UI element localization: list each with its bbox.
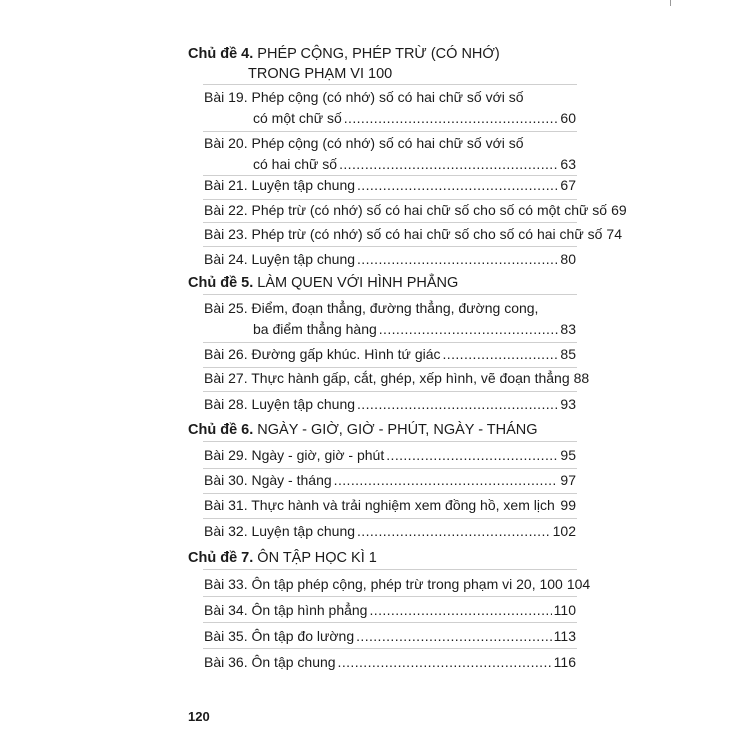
lesson-title: Thực hành gấp, cắt, ghép, xếp hình, vẽ đoạn thẳng: [251, 370, 570, 386]
toc-entry[interactable]: [204, 574, 591, 595]
divider: [203, 493, 577, 494]
lesson-title: Luyện tập chung: [251, 523, 356, 539]
toc-entry[interactable]: [204, 626, 576, 647]
dot-leader: [357, 175, 558, 196]
lesson-title: Phép cộng (có nhớ) số có hai chữ số với số: [251, 89, 524, 105]
chapter-label: Chủ đề 6.: [188, 422, 254, 438]
page-number: 67: [560, 177, 576, 193]
lesson-title-cont: có hai chữ số: [253, 156, 338, 172]
lesson-title: Ôn tập chung: [251, 654, 336, 670]
divider: [203, 622, 577, 623]
toc-entry[interactable]: [204, 600, 576, 621]
chapter-title-cont: TRONG PHẠM VI 100: [248, 66, 393, 82]
toc-entry[interactable]: [204, 368, 590, 389]
page-number: 95: [560, 447, 576, 463]
dot-leader: [338, 652, 552, 673]
lesson-title: Đường gấp khúc. Hình tứ giác: [251, 346, 441, 362]
lesson-label: Bài 26.: [204, 346, 248, 362]
lesson-label: Bài 31.: [204, 497, 248, 513]
dot-leader: [356, 626, 552, 647]
toc-entry[interactable]: [204, 200, 627, 221]
lesson-title: Phép trừ (có nhớ) số có hai chữ số cho số có hai chữ số: [251, 226, 603, 242]
chapter-label: Chủ đề 4.: [188, 46, 254, 62]
lesson-title: Luyện tập chung: [251, 396, 356, 412]
divider: [203, 468, 577, 469]
lesson-label: Bài 34.: [204, 602, 248, 618]
page-number: 116: [553, 654, 576, 670]
lesson-label: Bài 20.: [204, 135, 248, 151]
toc-entry[interactable]: [204, 394, 576, 415]
page-number: 88: [573, 370, 590, 386]
lesson-title: Phép cộng (có nhớ) số có hai chữ số với số: [251, 135, 524, 151]
page-folio: 120: [188, 709, 210, 724]
divider: [203, 294, 577, 295]
lesson-label: Bài 33.: [204, 576, 248, 592]
toc-entry[interactable]: [204, 344, 576, 365]
dot-leader: [369, 600, 551, 621]
lesson-title: Thực hành và trải nghiệm xem đồng hồ, xem lịch: [251, 497, 555, 513]
lesson-title: Luyện tập chung: [251, 251, 356, 267]
dot-leader: [357, 394, 558, 415]
divider: [203, 84, 577, 85]
page-number: 69: [611, 202, 627, 218]
lesson-label: Bài 30.: [204, 472, 248, 488]
toc-entry[interactable]: [204, 521, 576, 542]
page-number: 93: [560, 396, 576, 412]
lesson-title: Phép trừ (có nhớ) số có hai chữ số cho số có một chữ số: [251, 202, 608, 218]
dot-leader: [557, 495, 559, 516]
page-number: 85: [560, 346, 576, 362]
lesson-title: Ôn tập phép cộng, phép trừ trong phạm vi 20, 100: [251, 576, 563, 592]
page-number: 63: [560, 156, 576, 172]
toc-entry[interactable]: [204, 249, 576, 270]
page-number: 102: [552, 523, 576, 539]
page-number: 113: [553, 628, 576, 644]
lesson-label: Bài 21.: [204, 177, 248, 193]
toc-entry[interactable]: [204, 175, 576, 196]
toc-entry[interactable]: [204, 133, 576, 175]
lesson-label: Bài 22.: [204, 202, 248, 218]
lesson-label: Bài 28.: [204, 396, 248, 412]
toc-entry[interactable]: [204, 470, 576, 491]
page-number: 110: [553, 602, 576, 618]
chapter-label: Chủ đề 7.: [188, 550, 254, 566]
lesson-label: Bài 19.: [204, 89, 248, 105]
toc-entry[interactable]: [204, 445, 576, 466]
divider: [203, 596, 577, 597]
chapter-heading: [188, 44, 500, 84]
lesson-label: Bài 36.: [204, 654, 248, 670]
lesson-title: Ngày - tháng: [251, 472, 332, 488]
lesson-label: Bài 32.: [204, 523, 248, 539]
page-number: 60: [560, 110, 576, 126]
divider: [203, 648, 577, 649]
divider: [203, 246, 577, 247]
dot-leader: [334, 470, 559, 491]
corner-mark: [670, 0, 671, 6]
divider: [203, 342, 577, 343]
lesson-title-cont: có một chữ số: [253, 110, 342, 126]
lesson-label: Bài 24.: [204, 251, 248, 267]
page-number: 74: [606, 226, 622, 242]
divider: [203, 569, 577, 570]
dot-leader: [443, 344, 559, 365]
divider: [203, 222, 577, 223]
dot-leader: [379, 319, 559, 340]
chapter-label: Chủ đề 5.: [188, 275, 254, 291]
chapter-title: NGÀY - GIỜ, GIỜ - PHÚT, NGÀY - THÁNG: [257, 422, 538, 438]
chapter-title: ÔN TẬP HỌC KÌ 1: [257, 550, 377, 566]
page-number: 104: [566, 576, 591, 592]
lesson-title: Ôn tập hình phẳng: [251, 602, 368, 618]
page-number: 80: [560, 251, 576, 267]
chapter-heading: [188, 548, 377, 568]
chapter-heading: [188, 273, 458, 293]
page-number: 83: [560, 321, 576, 337]
lesson-label: Bài 35.: [204, 628, 248, 644]
lesson-title: Điểm, đoạn thẳng, đường thẳng, đường cong,: [251, 300, 539, 316]
lesson-title: Ngày - giờ, giờ - phút: [251, 447, 385, 463]
lesson-title: Luyện tập chung: [251, 177, 356, 193]
dot-leader: [339, 154, 558, 175]
toc-entry[interactable]: [204, 652, 576, 673]
chapter-title: LÀM QUEN VỚI HÌNH PHẲNG: [257, 275, 459, 291]
toc-entry[interactable]: [204, 87, 576, 129]
divider: [203, 131, 577, 132]
lesson-title-cont: ba điểm thẳng hàng: [253, 321, 377, 337]
lesson-label: Bài 25.: [204, 300, 248, 316]
page-number: 97: [560, 472, 576, 488]
dot-leader: [357, 249, 558, 270]
lesson-title: Ôn tập đo lường: [251, 628, 355, 644]
dot-leader: [344, 108, 559, 129]
dot-leader: [386, 445, 558, 466]
chapter-heading: [188, 420, 538, 440]
divider: [203, 391, 577, 392]
lesson-label: Bài 23.: [204, 226, 248, 242]
lesson-label: Bài 29.: [204, 447, 248, 463]
lesson-label: Bài 27.: [204, 370, 248, 386]
toc-entry[interactable]: [204, 495, 576, 516]
toc-entry[interactable]: [204, 298, 576, 340]
toc-entry[interactable]: [204, 224, 622, 245]
page-number: 99: [560, 497, 576, 513]
divider: [203, 441, 577, 442]
chapter-title: PHÉP CỘNG, PHÉP TRỪ (CÓ NHỚ): [257, 46, 500, 62]
dot-leader: [357, 521, 551, 542]
divider: [203, 518, 577, 519]
